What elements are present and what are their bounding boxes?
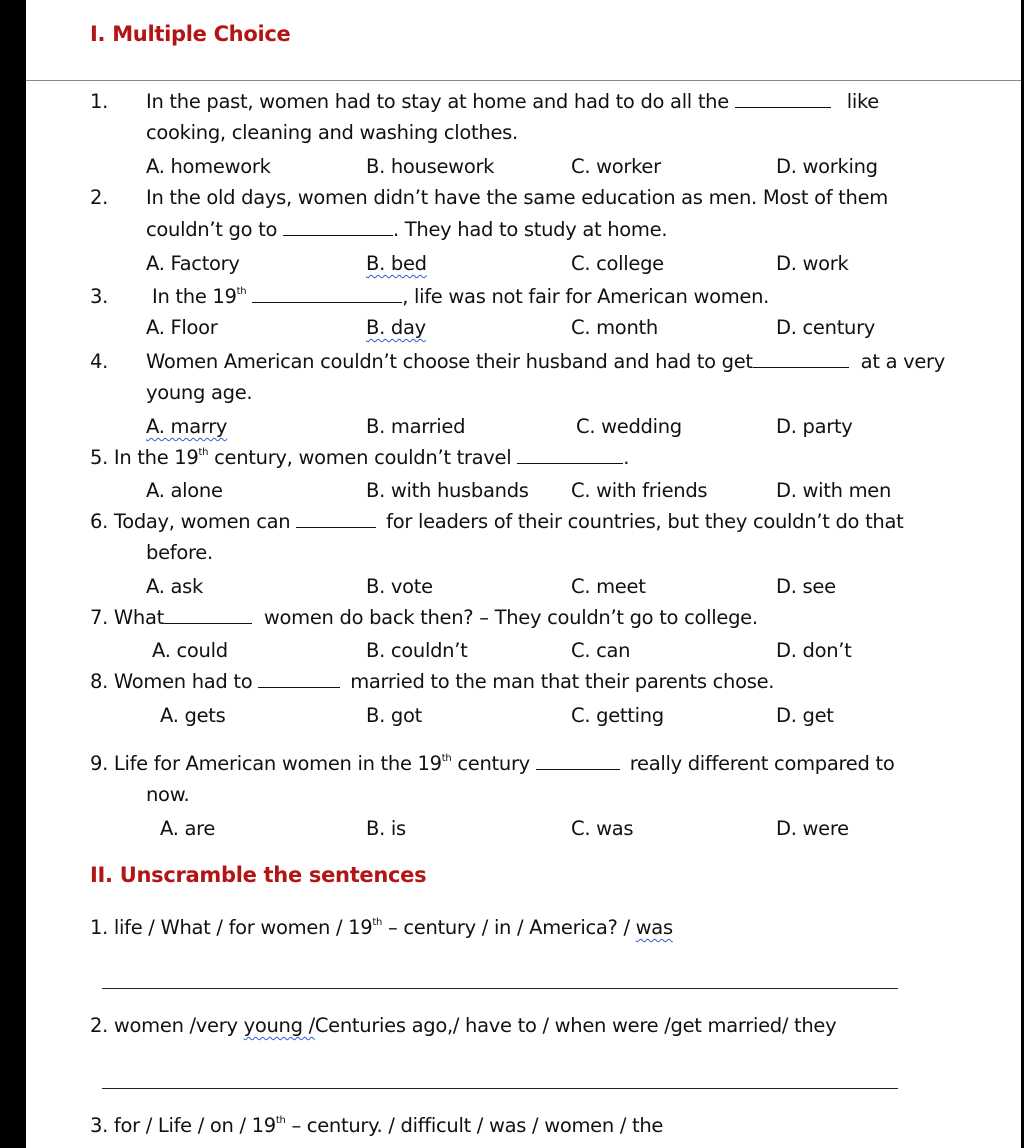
scrambled-sentence: 3. for / Life / on / 19th – century. / difficult / was / women / the <box>90 1114 664 1137</box>
option-c: C. month <box>571 316 658 339</box>
option-d: D. were <box>776 817 849 840</box>
answer-blank <box>517 447 623 464</box>
option-b: B. got <box>366 704 422 727</box>
option-a: A. could <box>152 639 228 662</box>
option-d: D. party <box>776 415 853 438</box>
answer-blank <box>296 511 376 528</box>
section-title-multiple-choice: I. Multiple Choice <box>90 22 291 46</box>
answer-blank <box>252 286 402 303</box>
option-b: B. housework <box>366 155 495 178</box>
question-text-continued: now. <box>146 783 190 806</box>
question-text-continued: cooking, cleaning and washing clothes. <box>146 121 518 144</box>
question-number: 3. <box>90 285 109 308</box>
option-d: D. working <box>776 155 878 178</box>
option-a: A. marry <box>146 415 228 438</box>
question-text-continued: couldn’t go to . They had to study at home. <box>146 218 668 241</box>
scrambled-sentence: 2. women /very young /Centuries ago,/ have to / when were /get married/ they <box>90 1014 837 1037</box>
answer-blank <box>536 753 620 770</box>
option-c: C. wedding <box>576 415 682 438</box>
option-b: B. is <box>366 817 406 840</box>
option-d: D. get <box>776 704 834 727</box>
question-text: 6. Today, women can for leaders of their countries, but they couldn’t do that <box>90 510 904 533</box>
question-text: Women American couldn’t choose their husband and had to get at a very <box>146 350 946 373</box>
question-text: 5. In the 19th century, women couldn’t travel . <box>90 446 630 469</box>
option-b: B. vote <box>366 575 433 598</box>
question-text-continued: young age. <box>146 381 253 404</box>
question-text: 8. Women had to married to the man that their parents chose. <box>90 670 775 693</box>
answer-blank <box>735 91 831 108</box>
option-a: A. homework <box>146 155 271 178</box>
option-c: C. was <box>571 817 634 840</box>
option-d: D. century <box>776 316 876 339</box>
option-c: C. can <box>571 639 631 662</box>
option-a: A. are <box>160 817 216 840</box>
option-b: B. married <box>366 415 466 438</box>
option-c: C. college <box>571 252 664 275</box>
question-text: In the past, women had to stay at home and had to do all the like <box>146 90 879 113</box>
option-c: C. with friends <box>571 479 708 502</box>
question-text: 9. Life for American women in the 19th century really different compared to <box>90 752 895 775</box>
question-number: 1. <box>90 90 109 113</box>
scrambled-sentence: 1. life / What / for women / 19th – century / in / America? / was <box>90 916 673 939</box>
answer-blank <box>283 219 393 236</box>
question-text: In the old days, women didn’t have the same education as men. Most of them <box>146 186 888 209</box>
option-d: D. see <box>776 575 836 598</box>
option-d: D. don’t <box>776 639 852 662</box>
option-d: D. with men <box>776 479 892 502</box>
option-a: A. ask <box>146 575 203 598</box>
question-number: 4. <box>90 350 109 373</box>
option-b: B. bed <box>366 252 427 275</box>
question-text-continued: before. <box>146 541 213 564</box>
answer-line <box>102 1088 898 1089</box>
answer-blank <box>164 607 252 624</box>
section-divider <box>26 80 1021 81</box>
option-a: A. alone <box>146 479 223 502</box>
question-text: 7. What women do back then? – They couldn’t go to college. <box>90 606 758 629</box>
option-a: A. Floor <box>146 316 218 339</box>
option-b: B. couldn’t <box>366 639 468 662</box>
option-d: D. work <box>776 252 849 275</box>
option-c: C. meet <box>571 575 646 598</box>
answer-blank <box>258 671 340 688</box>
answer-blank <box>753 351 849 368</box>
section-title-unscramble: II. Unscramble the sentences <box>90 863 427 887</box>
option-b: B. with husbands <box>366 479 529 502</box>
question-text: In the 19th , life was not fair for American women. <box>152 285 770 308</box>
option-b: B. day <box>366 316 426 339</box>
answer-line <box>102 988 898 989</box>
option-a: A. Factory <box>146 252 240 275</box>
question-number: 2. <box>90 186 109 209</box>
option-c: C. worker <box>571 155 661 178</box>
worksheet-page <box>26 0 1021 1148</box>
option-a: A. gets <box>160 704 226 727</box>
option-c: C. getting <box>571 704 664 727</box>
